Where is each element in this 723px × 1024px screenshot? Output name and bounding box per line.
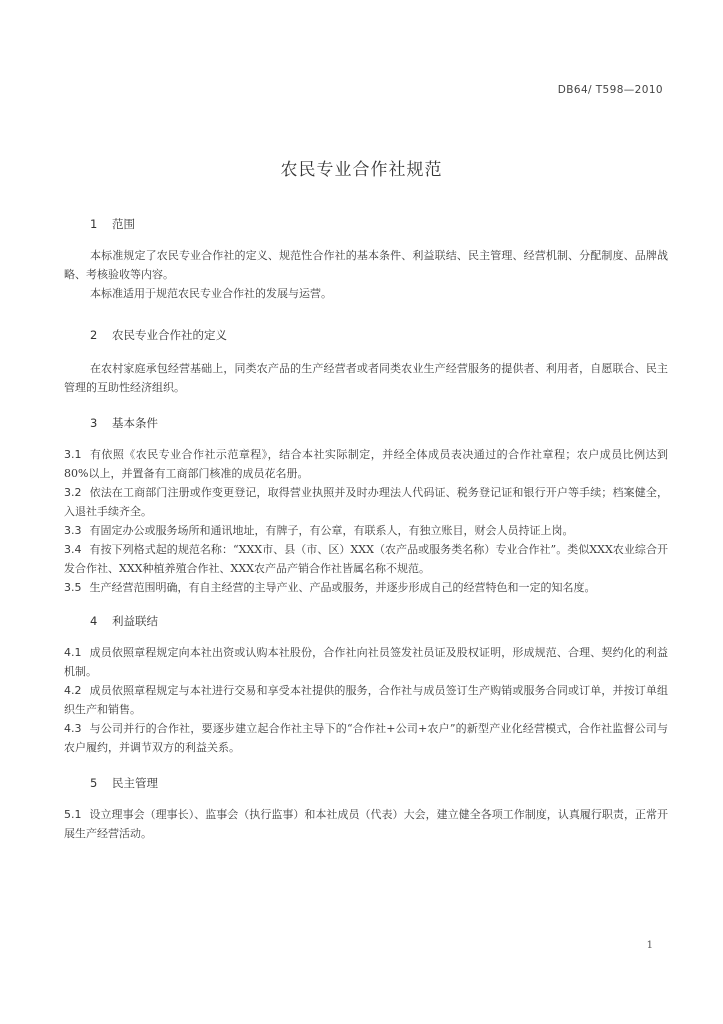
section-title: 范围 xyxy=(112,217,135,231)
section-number: 5 xyxy=(90,776,98,790)
section-number: 2 xyxy=(90,328,98,342)
clause-text: 与公司并行的合作社，要逐步建立起合作社主导下的“合作社+公司+农户”的新型产业化经营模式，合作社监督公司与农户履约，并调节双方的利益关系。 xyxy=(64,722,668,754)
section-number: 3 xyxy=(90,416,98,430)
document-body xyxy=(64,214,668,843)
page-number: 1 xyxy=(646,940,653,951)
clause-text: 成员依照章程规定向本社出资或认购本社股份，合作社向社员签发社员证及股权证明，形成规范、合理、契约化的利益机制。 xyxy=(64,646,668,678)
clause-item xyxy=(64,643,668,681)
clause-number: 3.1 xyxy=(64,448,82,461)
clause-text: 成员依照章程规定与本社进行交易和享受本社提供的服务，合作社与成员签订生产购销或服务合同或订单，并按订单组织生产和销售。 xyxy=(64,684,668,716)
clause-item xyxy=(64,578,668,597)
clause-item xyxy=(64,521,668,540)
clause-text: 有按下列格式起的规范名称：“XXX市、县（市、区）XXX（农产品或服务类名称）专业合作社”。类似XXX农业综合开发合作社、XXX种植养殖合作社、XXX农产品产销合作社皆属名称不规范。 xyxy=(64,543,668,575)
clause-item xyxy=(64,445,668,483)
section-title: 民主管理 xyxy=(112,776,158,790)
section-heading-definition xyxy=(90,325,668,345)
clause-number: 3.5 xyxy=(64,581,82,594)
clause-number: 3.4 xyxy=(64,543,82,556)
clause-item xyxy=(64,540,668,578)
paragraph: 在农村家庭承包经营基础上，同类农产品的生产经营者或者同类农业生产经营服务的提供者、利用者，自愿联合、民主管理的互助性经济组织。 xyxy=(64,362,668,394)
section-heading-democratic-management xyxy=(90,773,668,793)
section-heading-interest-linkage xyxy=(90,611,668,631)
section-number: 1 xyxy=(90,217,98,231)
clause-item xyxy=(64,483,668,521)
clause-number: 4.2 xyxy=(64,684,82,697)
clause-text: 有依照《农民专业合作社示范章程》，结合本社实际制定，并经全体成员表决通过的合作社章程；农户成员比例达到80%以上，并置备有工商部门核准的成员花名册。 xyxy=(64,448,668,480)
clause-text: 设立理事会（理事长）、监事会（执行监事）和本社成员（代表）大会，建立健全各项工作制度，认真履行职责，正常开展生产经营活动。 xyxy=(64,808,668,840)
clause-text: 依法在工商部门注册或作变更登记，取得营业执照并及时办理法人代码证、税务登记证和银行开户等手续；档案健全，入退社手续齐全。 xyxy=(64,486,668,518)
clause-text: 生产经营范围明确，有自主经营的主导产业、产品或服务，并逐步形成自己的经营特色和一定的知名度。 xyxy=(89,581,596,594)
clause-number: 4.1 xyxy=(64,646,82,659)
clause-item xyxy=(64,719,668,757)
section-title: 农民专业合作社的定义 xyxy=(112,328,227,342)
clause-number: 4.3 xyxy=(64,722,82,735)
clause-number: 3.2 xyxy=(64,486,82,499)
paragraph: 本标准规定了农民专业合作社的定义、规范性合作社的基本条件、利益联结、民主管理、经营机制、分配制度、品牌战略、考核验收等内容。 xyxy=(64,249,668,281)
section-heading-basic-conditions xyxy=(90,413,668,433)
section-title: 利益联结 xyxy=(112,614,158,628)
section-title: 基本条件 xyxy=(112,416,158,430)
clause-text: 有固定办公或服务场所和通讯地址，有牌子，有公章，有联系人，有独立账目，财会人员持证上岗。 xyxy=(89,524,574,537)
paragraph: 本标准适用于规范农民专业合作社的发展与运营。 xyxy=(90,287,332,300)
section-number: 4 xyxy=(90,614,98,628)
section-heading-scope xyxy=(90,214,668,234)
standard-code: DB64/ T598—2010 xyxy=(557,84,663,96)
document-title: 农民专业合作社规范 xyxy=(280,160,443,180)
clause-item xyxy=(64,681,668,719)
clause-number: 3.3 xyxy=(64,524,82,537)
clause-number: 5.1 xyxy=(64,808,82,821)
clause-item xyxy=(64,805,668,843)
